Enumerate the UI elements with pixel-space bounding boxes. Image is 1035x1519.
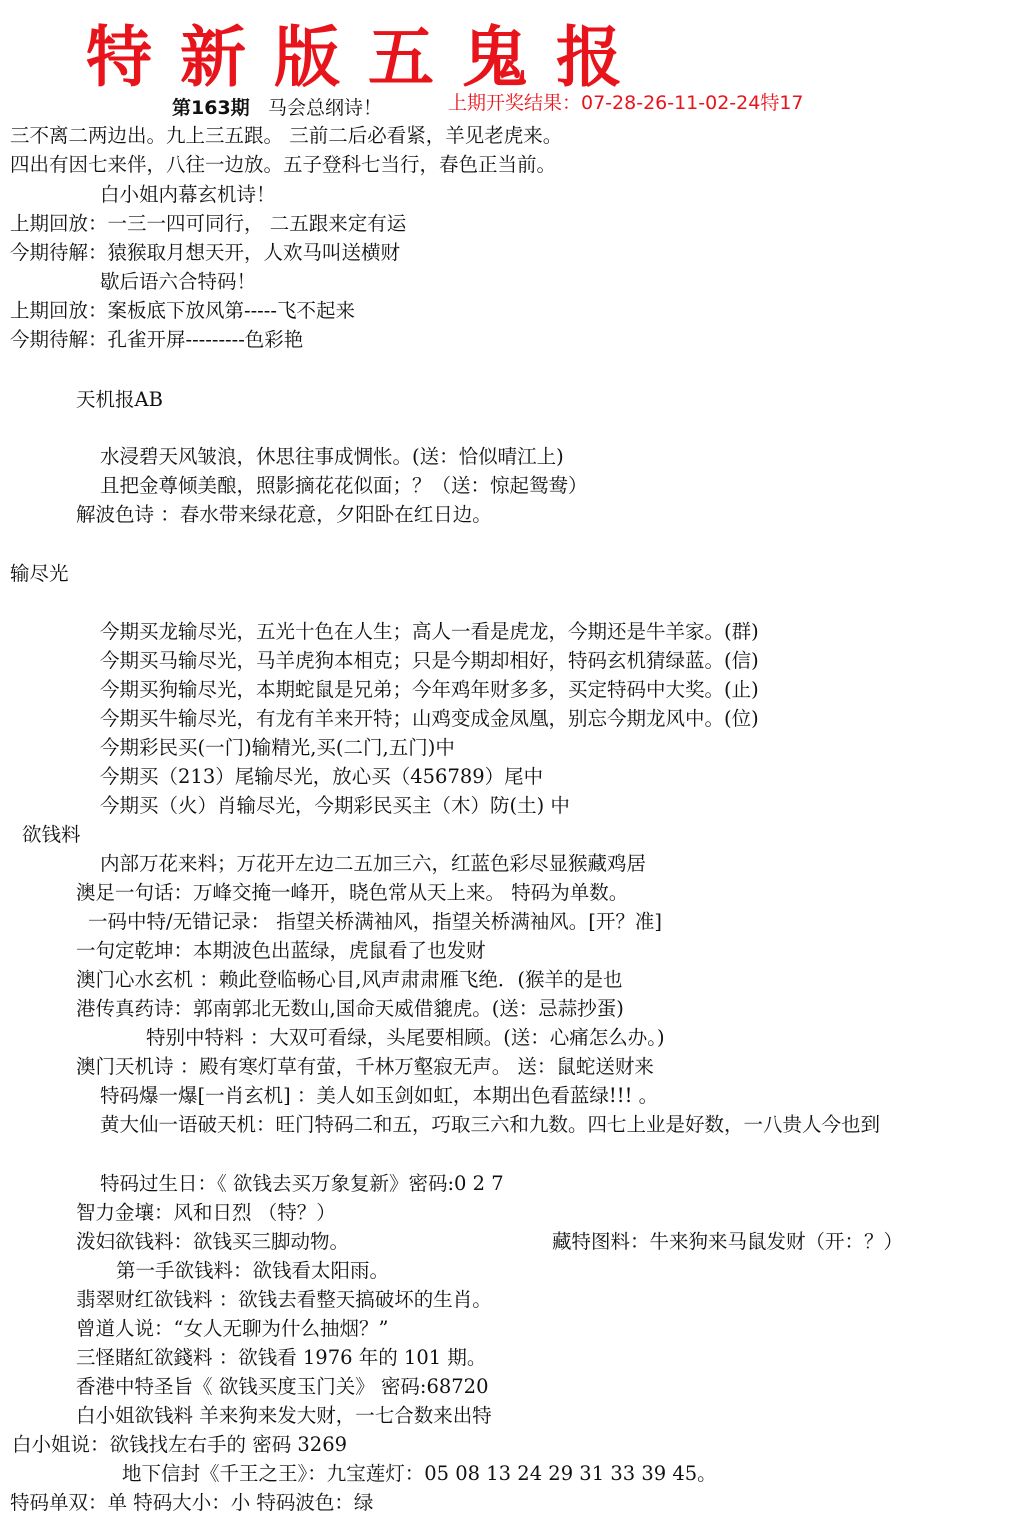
text-line: 曾道人说：“女人无聊为什么抽烟？” (76, 1317, 389, 1340)
section-heading: 输尽光 (10, 562, 69, 585)
text-line: 澳门天机诗 ：殿有寒灯草有萤，千林万壑寂无声。 送：鼠蛇送财来 (76, 1055, 654, 1078)
text-line: 三不离二两边出。九上三五跟。 三前二后必看紧，羊见老虎来。 (10, 124, 563, 147)
issue-subtitle: 马会总纲诗！ (268, 97, 383, 119)
text-line: 今期买龙输尽光，五光十色在人生；高人一看是虎龙，今期还是牛羊家。(群) (100, 620, 759, 643)
text-line: 特别中特料 ：大双可看绿，头尾要相顾。(送：心痛怎么办。) (146, 1026, 665, 1049)
last-draw-result: 上期开奖结果：07-28-26-11-02-24特17 (448, 92, 804, 114)
masthead-title: 特新版五鬼报 (86, 19, 650, 96)
text-line: 今期买牛输尽光，有龙有羊来开特；山鸡变成金凤凰，别忘今期龙风中。(位) (100, 707, 759, 730)
section-heading: 歇后语六合特码！ (100, 270, 257, 293)
text-line: 今期买马输尽光，马羊虎狗本相克；只是今期却相好，特码玄机猜绿蓝。(信) (100, 649, 759, 672)
text-line: 翡翠财红欲钱料 ：欲钱去看整天搞破坏的生肖。 (76, 1288, 492, 1311)
text-line: 地下信封《千王之王》：九宝莲灯：05 08 13 24 29 31 33 39 45。 (122, 1462, 717, 1485)
text-line: 今期待解：孔雀开屏---------色彩艳 (10, 328, 304, 351)
text-line: 三怪賭紅欲錢料 ：欲钱看 1976 年的 101 期。 (76, 1346, 487, 1369)
text-line: 澳足一句话：万峰交掩一峰开，晓色常从天上来。 特码为单数。 (76, 881, 629, 904)
text-line: 今期待解：猿猴取月想天开，人欢马叫送横财 (10, 241, 401, 264)
text-line: 特码单双：单 特码大小：小 特码波色：绿 (10, 1491, 374, 1514)
text-line: 泼妇欲钱料：欲钱买三脚动物。 (76, 1230, 350, 1253)
text-line: 今期彩民买(一门)输精光,买(二门,五门)中 (100, 736, 455, 759)
text-line: 香港中特圣旨《 欲钱买度玉门关》 密码:68720 (76, 1375, 489, 1398)
text-line: 第一手欲钱料：欲钱看太阳雨。 (116, 1259, 390, 1282)
text-line: 今期买狗输尽光，本期蛇鼠是兄弟；今年鸡年财多多，买定特码中大奖。(止) (100, 678, 759, 701)
text-line: 水浸碧天风皱浪，休思往事成惆怅。(送：恰似晴江上) (100, 445, 564, 468)
text-line: 且把金尊倾美酿，照影摘花花似面；？（送：惊起鸳鸯） (100, 474, 588, 497)
text-line: 今期买（火）肖输尽光，今期彩民买主（木）防(土) 中 (100, 794, 570, 817)
text-line: 澳门心水玄机 ：赖此登临畅心目,风声肃肃雁飞绝．(猴羊的是也 (76, 968, 623, 991)
issue-number: 第163期 (172, 97, 250, 119)
text-line: 智力金壤：风和日烈 （特？） (76, 1201, 336, 1224)
text-line: 白小姐说：欲钱找左右手的 密码 3269 (12, 1433, 348, 1456)
text-line: 今期买（213）尾输尽光，放心买（456789）尾中 (100, 765, 544, 788)
section-heading: 欲钱料 (22, 823, 81, 846)
text-line: 解波色诗 ：春水带来绿花意，夕阳卧在红日边。 (76, 503, 492, 526)
text-line: 白小姐欲钱料 羊来狗来发大财，一七合数来出特 (76, 1404, 492, 1427)
section-heading: 白小姐内幕玄机诗！ (100, 183, 276, 206)
text-line: 上期回放：一三一四可同行， 二五跟来定有运 (10, 212, 407, 235)
text-line: 藏特图料：牛来狗来马鼠发财（开：？） (552, 1230, 904, 1253)
text-line: 四出有因七来伴，八往一边放。五子登科七当行，春色正当前。 (10, 153, 557, 176)
text-line: 特码过生日：《 欲钱去买万象复新》密码:0 2 7 (100, 1172, 504, 1195)
section-heading: 天机报AB (76, 388, 163, 411)
text-line: 特码爆一爆[一肖玄机] ：美人如玉剑如虹，本期出色看蓝绿!!! 。 (100, 1084, 659, 1107)
text-line: 一码中特/无错记录： 指望关桥满袖风，指望关桥满袖风。[开？准] (88, 910, 662, 933)
text-line: 一句定乾坤：本期波色出蓝绿，虎鼠看了也发财 (76, 939, 486, 962)
text-line: 上期回放：案板底下放风第-----飞不起来 (10, 299, 355, 322)
text-line: 内部万花来料；万花开左边二五加三六，红蓝色彩尽显猴藏鸡居 (100, 852, 647, 875)
text-line: 港传真药诗：郭南郭北无数山,国命天威借貔虎。(送：忌蒜抄蛋) (76, 997, 624, 1020)
text-line: 黄大仙一语破天机：旺门特码二和五，巧取三六和九数。四七上业是好数，一八贵人今也到 (100, 1113, 881, 1136)
